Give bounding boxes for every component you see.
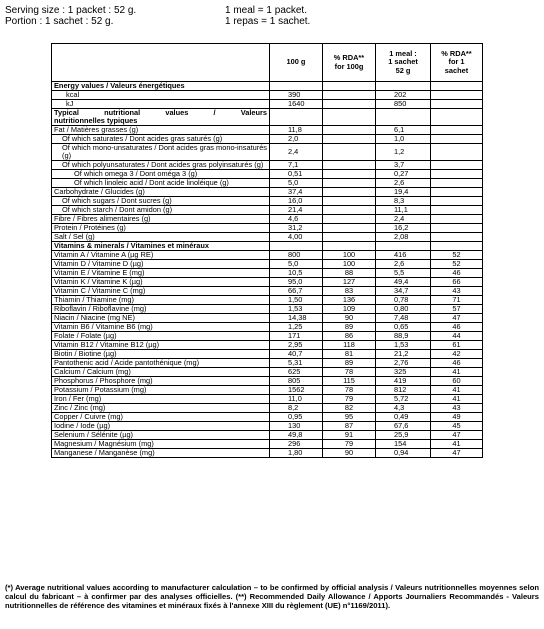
table-cell: 0,94 (376, 449, 431, 458)
table-cell (323, 206, 376, 215)
table-row (52, 135, 483, 144)
table-cell: 66 (431, 278, 483, 287)
table-cell: 0,27 (376, 170, 431, 179)
table-cell: Of which linoleic acid / Dont acide linoléique (g) (52, 179, 270, 188)
table-cell: Of which starch / Dont amidon (g) (52, 206, 270, 215)
table-cell: Of which saturates / Dont acides gras saturés (g) (52, 135, 270, 144)
table-cell: 86 (323, 332, 376, 341)
table-cell: Riboflavin / Riboflavine (mg) (52, 305, 270, 314)
table-cell (323, 126, 376, 135)
table-cell: 1,2 (376, 144, 431, 161)
table-cell: 16,0 (270, 197, 323, 206)
table-row (52, 377, 483, 386)
table-cell: 88 (323, 269, 376, 278)
table-row (52, 413, 483, 422)
table-cell: 19,4 (376, 188, 431, 197)
table-cell: 47 (431, 449, 483, 458)
table-cell: 0,78 (376, 296, 431, 305)
table-cell (431, 224, 483, 233)
typical-title-line2: nutritionnelles typiques (54, 116, 138, 125)
table-cell: 3,7 (376, 161, 431, 170)
table-cell: Of which sugars / Dont sucres (g) (52, 197, 270, 206)
table-cell: 43 (431, 287, 483, 296)
table-cell (431, 179, 483, 188)
table-cell: 11,8 (270, 126, 323, 135)
header-per-meal: 1 meal : 1 sachet 52 g (376, 44, 431, 82)
table-cell: Vitamin A / Vitamine A (µg RE) (52, 251, 270, 260)
table-cell: 118 (323, 341, 376, 350)
table-cell: 4,6 (270, 215, 323, 224)
table-cell: 60 (431, 377, 483, 386)
table-cell: 45 (431, 422, 483, 431)
table-cell: 52 (431, 251, 483, 260)
table-cell: 0,65 (376, 323, 431, 332)
table-cell (431, 188, 483, 197)
table-row (52, 395, 483, 404)
table-cell: 52 (431, 260, 483, 269)
table-cell: Vitamins & minerals / Vitamines et minéraux (52, 242, 270, 251)
table-row (52, 126, 483, 135)
table-row (52, 161, 483, 170)
table-cell: 6,1 (376, 126, 431, 135)
table-cell (323, 215, 376, 224)
table-row (52, 215, 483, 224)
table-cell: 2,4 (270, 144, 323, 161)
table-cell: 40,7 (270, 350, 323, 359)
table-cell: 115 (323, 377, 376, 386)
table-cell (323, 233, 376, 242)
table-row (52, 449, 483, 458)
table-cell: 4,3 (376, 404, 431, 413)
table-row (52, 296, 483, 305)
table-cell: 2,95 (270, 341, 323, 350)
table-cell: 1562 (270, 386, 323, 395)
table-cell: 49 (431, 413, 483, 422)
table-cell: 1,0 (376, 135, 431, 144)
table-cell (323, 161, 376, 170)
table-cell: 1,53 (270, 305, 323, 314)
table-cell (323, 179, 376, 188)
table-cell: Folate / Folate (µg) (52, 332, 270, 341)
table-cell: 46 (431, 359, 483, 368)
table-cell: Fibre / Fibres alimentaires (g) (52, 215, 270, 224)
table-row (52, 224, 483, 233)
table-cell: 5,0 (270, 260, 323, 269)
table-row (52, 323, 483, 332)
nutrition-table (51, 43, 483, 458)
table-cell (52, 109, 270, 126)
table-cell: 79 (323, 440, 376, 449)
table-cell: 14,38 (270, 314, 323, 323)
table-row (52, 368, 483, 377)
table-cell (323, 197, 376, 206)
section-header-energy (52, 82, 483, 91)
table-cell (270, 242, 323, 251)
table-cell: 5,5 (376, 269, 431, 278)
table-cell: Of which mono-unsaturates / Dont acides gras mono-insaturés (g) (52, 144, 270, 161)
table-cell (431, 109, 483, 126)
table-cell: 7,1 (270, 161, 323, 170)
header-label-cell (52, 44, 270, 82)
table-cell: 11,1 (376, 206, 431, 215)
table-cell: 800 (270, 251, 323, 260)
table-row (52, 440, 483, 449)
table-cell: 90 (323, 449, 376, 458)
table-row (52, 359, 483, 368)
table-cell: 10,5 (270, 269, 323, 278)
table-cell: 79 (323, 395, 376, 404)
table-cell: 41 (431, 368, 483, 377)
table-cell: Zinc / Zinc (mg) (52, 404, 270, 413)
table-cell: 43 (431, 404, 483, 413)
table-cell: 8,2 (270, 404, 323, 413)
header-per-100g: 100 g (270, 44, 323, 82)
table-cell (323, 91, 376, 100)
table-cell: 2,6 (376, 260, 431, 269)
table-cell: 419 (376, 377, 431, 386)
table-row (52, 350, 483, 359)
table-cell: 41 (431, 440, 483, 449)
table-row (52, 305, 483, 314)
table-cell: 0,51 (270, 170, 323, 179)
table-row (52, 188, 483, 197)
header-rda-100g: % RDA** for 100g (323, 44, 376, 82)
table-row (52, 233, 483, 242)
table-cell (323, 100, 376, 109)
table-row (52, 269, 483, 278)
table-cell (323, 242, 376, 251)
footnote: (*) Average nutritional values according to manufacturer calculation – to be confirmed by official analysis / Valeurs nutritionnelles moyennes selon calcul du fabricant – à confirmer par des analyses officielles. (**) Recommended Daily Allowance / Apports Journaliers Recommandés - Valeurs nutritionnelles de référence des vitamines et minéraux fixés à l'annexe XIII du règlement (UE) n°1169/2011). (5, 583, 539, 610)
table-cell: 78 (323, 368, 376, 377)
table-cell: 5,72 (376, 395, 431, 404)
table-cell: 100 (323, 251, 376, 260)
table-cell: 87 (323, 422, 376, 431)
table-cell: 34,7 (376, 287, 431, 296)
table-cell: Potassium / Potassium (mg) (52, 386, 270, 395)
typical-title-line1: Typical nutritional values / Valeurs (54, 108, 267, 117)
table-cell: 2,76 (376, 359, 431, 368)
table-cell (431, 215, 483, 224)
table-cell: Carbohydrate / Glucides (g) (52, 188, 270, 197)
table-cell: Vitamin D / Vitamine D (µg) (52, 260, 270, 269)
table-cell: Niacin / Niacine (mg NE) (52, 314, 270, 323)
table-cell (323, 144, 376, 161)
table-cell (431, 100, 483, 109)
table-cell: 0,49 (376, 413, 431, 422)
serving-size-fr: Portion : 1 sachet : 52 g. (5, 16, 114, 27)
table-row (52, 91, 483, 100)
table-row (52, 100, 483, 109)
serving-size-en: Serving size : 1 packet : 52 g. (5, 5, 137, 16)
table-cell: 5,0 (270, 179, 323, 188)
table-cell: 41 (431, 386, 483, 395)
table-cell: 1,53 (376, 341, 431, 350)
table-row (52, 260, 483, 269)
table-cell (431, 126, 483, 135)
table-cell (431, 197, 483, 206)
table-cell (376, 242, 431, 251)
table-cell: 805 (270, 377, 323, 386)
table-row (52, 278, 483, 287)
table-cell: 83 (323, 287, 376, 296)
table-cell: 171 (270, 332, 323, 341)
table-cell: 8,3 (376, 197, 431, 206)
table-cell: 127 (323, 278, 376, 287)
table-row (52, 206, 483, 215)
table-cell: Calcium / Calcium (mg) (52, 368, 270, 377)
table-cell: 44 (431, 332, 483, 341)
table-row (52, 431, 483, 440)
table-row (52, 386, 483, 395)
table-row (52, 287, 483, 296)
table-cell: Energy values / Valeurs énergétiques (52, 82, 270, 91)
table-cell: 325 (376, 368, 431, 377)
table-cell: Pantothenic acid / Acide pantothénique (mg) (52, 359, 270, 368)
table-cell: 136 (323, 296, 376, 305)
table-cell: 61 (431, 341, 483, 350)
table-cell: 2,6 (376, 179, 431, 188)
table-cell: kcal (52, 91, 270, 100)
table-cell (431, 91, 483, 100)
table-cell: kJ (52, 100, 270, 109)
table-cell: 21,4 (270, 206, 323, 215)
table-cell: 2,4 (376, 215, 431, 224)
table-cell: 91 (323, 431, 376, 440)
table-cell: 57 (431, 305, 483, 314)
table-cell: 46 (431, 323, 483, 332)
table-cell: 89 (323, 323, 376, 332)
table-cell (323, 170, 376, 179)
table-cell: Iron / Fer (mg) (52, 395, 270, 404)
table-cell: Manganese / Manganèse (mg) (52, 449, 270, 458)
table-row (52, 341, 483, 350)
table-cell: 89 (323, 359, 376, 368)
table-cell: 1,25 (270, 323, 323, 332)
table-row (52, 251, 483, 260)
table-cell (323, 82, 376, 91)
table-cell: Protein / Protéines (g) (52, 224, 270, 233)
table-cell: 416 (376, 251, 431, 260)
table-cell (323, 188, 376, 197)
table-cell: 11,0 (270, 395, 323, 404)
table-cell: Thiamin / Thiamine (mg) (52, 296, 270, 305)
table-cell: 88,9 (376, 332, 431, 341)
table-row (52, 332, 483, 341)
table-cell: 25,9 (376, 431, 431, 440)
table-cell: 100 (323, 260, 376, 269)
table-cell: 67,6 (376, 422, 431, 431)
table-header-row (52, 44, 483, 82)
table-cell: 82 (323, 404, 376, 413)
table-cell: 850 (376, 100, 431, 109)
table-cell: Copper / Cuivre (mg) (52, 413, 270, 422)
table-row (52, 314, 483, 323)
table-cell: Salt / Sel (g) (52, 233, 270, 242)
meal-definition-en: 1 meal = 1 packet. (225, 5, 307, 16)
table-cell: 81 (323, 350, 376, 359)
table-row (52, 170, 483, 179)
table-cell (431, 161, 483, 170)
table-cell: 90 (323, 314, 376, 323)
table-cell (431, 170, 483, 179)
table-cell (376, 109, 431, 126)
table-cell: 16,2 (376, 224, 431, 233)
table-cell: 296 (270, 440, 323, 449)
section-header-vitamins (52, 242, 483, 251)
table-cell (270, 109, 323, 126)
table-cell (431, 206, 483, 215)
table-cell: Vitamin B12 / Vitamine B12 (µg) (52, 341, 270, 350)
table-cell: 109 (323, 305, 376, 314)
table-cell: Phosphorus / Phosphore (mg) (52, 377, 270, 386)
table-cell: 202 (376, 91, 431, 100)
table-cell (323, 135, 376, 144)
table-cell: 47 (431, 431, 483, 440)
table-cell: 41 (431, 395, 483, 404)
table-cell: 812 (376, 386, 431, 395)
table-cell: 2,08 (376, 233, 431, 242)
table-row (52, 422, 483, 431)
table-cell: 625 (270, 368, 323, 377)
table-cell (431, 82, 483, 91)
table-cell (376, 82, 431, 91)
table-cell: Fat / Matières grasses (g) (52, 126, 270, 135)
table-cell: Vitamin C / Vitamine C (mg) (52, 287, 270, 296)
table-cell (431, 135, 483, 144)
table-cell: 47 (431, 314, 483, 323)
table-cell: Biotin / Biotine (µg) (52, 350, 270, 359)
table-cell: 78 (323, 386, 376, 395)
table-row (52, 144, 483, 161)
table-cell: 1,80 (270, 449, 323, 458)
table-cell: 42 (431, 350, 483, 359)
table-cell (431, 144, 483, 161)
table-cell (323, 109, 376, 126)
table-cell (270, 82, 323, 91)
table-cell: Vitamin E / Vitamine E (mg) (52, 269, 270, 278)
table-cell: 49,4 (376, 278, 431, 287)
table-cell: Of which polyunsaturates / Dont acides gras polyinsaturés (g) (52, 161, 270, 170)
table-cell: Selenium / Sélénite (µg) (52, 431, 270, 440)
table-cell: 71 (431, 296, 483, 305)
table-cell: 46 (431, 269, 483, 278)
table-cell (323, 224, 376, 233)
table-cell: 95 (323, 413, 376, 422)
table-cell: Of which omega 3 / Dont oméga 3 (g) (52, 170, 270, 179)
meal-definition-fr: 1 repas = 1 sachet. (225, 16, 311, 27)
table-cell: 390 (270, 91, 323, 100)
table-cell: Iodine / Iode (µg) (52, 422, 270, 431)
table-cell: 4,00 (270, 233, 323, 242)
table-cell: 66,7 (270, 287, 323, 296)
table-cell: 130 (270, 422, 323, 431)
table-row (52, 179, 483, 188)
table-cell: 7,48 (376, 314, 431, 323)
table-cell (431, 242, 483, 251)
table-cell: Vitamin K / Vitamine K (µg) (52, 278, 270, 287)
table-cell: 95,0 (270, 278, 323, 287)
table-cell: 5,31 (270, 359, 323, 368)
table-cell: 2,0 (270, 135, 323, 144)
table-row (52, 404, 483, 413)
table-cell: 1640 (270, 100, 323, 109)
table-cell: 31,2 (270, 224, 323, 233)
table-cell: 1,50 (270, 296, 323, 305)
table-cell: Vitamin B6 / Vitamine B6 (mg) (52, 323, 270, 332)
table-cell: 0,95 (270, 413, 323, 422)
table-cell: 0,80 (376, 305, 431, 314)
table-cell: 154 (376, 440, 431, 449)
table-row (52, 197, 483, 206)
section-header-typical (52, 109, 483, 126)
table-cell: 37,4 (270, 188, 323, 197)
table-cell: 49,8 (270, 431, 323, 440)
table-cell (431, 233, 483, 242)
table-cell: 21,2 (376, 350, 431, 359)
table-cell: Magnesium / Magnésium (mg) (52, 440, 270, 449)
header-rda-meal: % RDA** for 1 sachet (431, 44, 483, 82)
